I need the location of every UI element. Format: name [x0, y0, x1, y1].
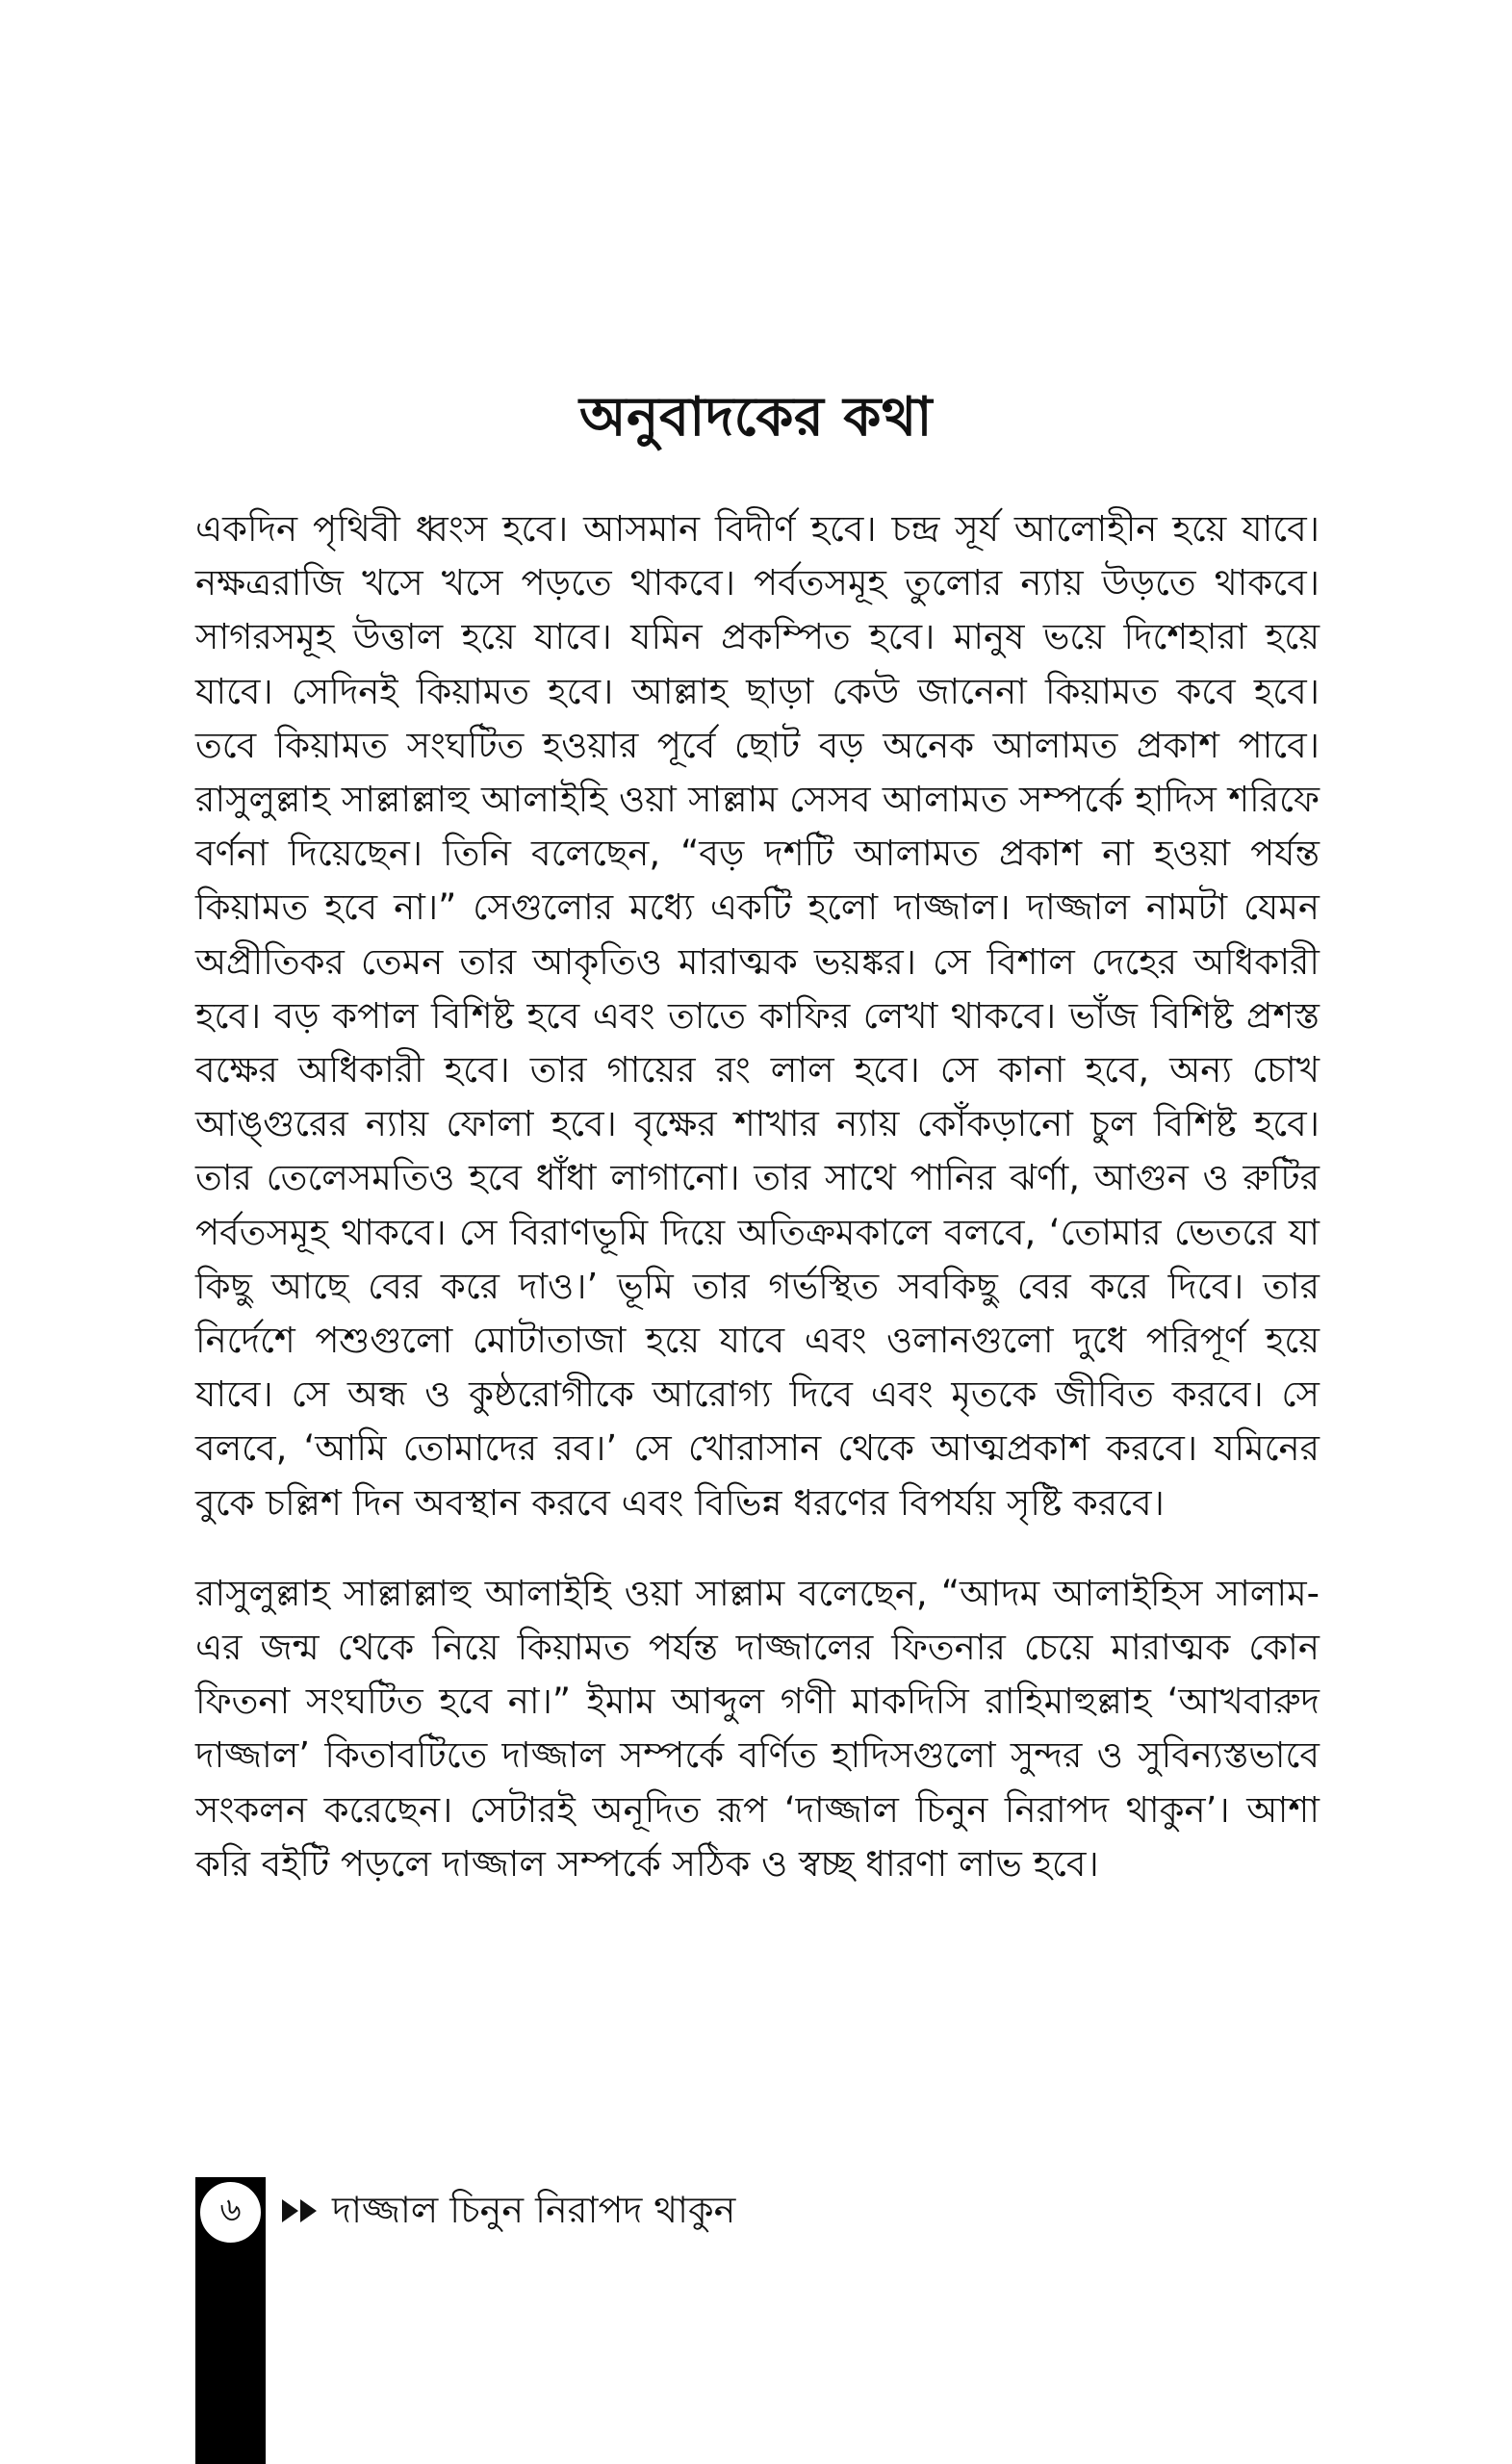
page-number: ৬	[195, 2177, 266, 2247]
paragraph-2: রাসুলুল্লাহ সাল্লাল্লাহু আলাইহি ওয়া সাল্লাম বলেছেন, “আদম আলাইহিস সালাম- এর জন্ম থেকে নিয়ে কিয়ামত পর্যন্ত দাজ্জালের ফিতনার চেয়ে মারাত্মক কোন ফিতনা সংঘটিত হবে না।” ইমাম আব্দুল গণী মাকদিসি রাহিমাহুল্লাহ ‘আখবারুদ দাজ্জাল’ কিতাবটিতে দাজ্জাল সম্পর্কে বর্ণিত হাদিসগুলো সুন্দর ও সুবিন্যস্তভাবে সংকলন করেছেন। সেটারই অনূদিত রূপ ‘দাজ্জাল চিনুন নিরাপদ থাকুন’। আশা করি বইটি পড়লে দাজ্জাল সম্পর্কে সঠিক ও স্বচ্ছ ধারণা লাভ হবে।	[195, 1572, 1320, 1885]
page-title: অনুবাদকের কথা	[579, 386, 933, 449]
running-title: দাজ্জাল চিনুন নিরাপদ থাকুন	[332, 2189, 736, 2231]
double-triangle-right-icon	[282, 2196, 320, 2225]
body-text	[195, 502, 1320, 1928]
paragraph-1: একদিন পৃথিবী ধ্বংস হবে। আসমান বিদীর্ণ হবে। চন্দ্র সূর্য আলোহীন হয়ে যাবে। নক্ষত্ররাজি খসে খসে পড়তে থাকবে। পর্বতসমূহ তুলোর ন্যায় উড়তে থাকবে। সাগরসমূহ উত্তাল হয়ে যাবে। যমিন প্রকম্পিত হবে। মানুষ ভয়ে দিশেহারা হয়ে যাবে। সেদিনই কিয়ামত হবে। আল্লাহ ছাড়া কেউ জানেনা কিয়ামত কবে হবে। তবে কিয়ামত সংঘটিত হওয়ার পূর্বে ছোট বড় অনেক আলামত প্রকাশ পাবে। রাসুলুল্লাহ সাল্লাল্লাহু আলাইহি ওয়া সাল্লাম সেসব আলামত সম্পর্কে হাদিস শরিফে বর্ণনা দিয়েছেন। তিনি বলেছেন, “বড় দশটি আলামত প্রকাশ না হওয়া পর্যন্ত কিয়ামত হবে না।” সেগুলোর মধ্যে একটি হলো দাজ্জাল। দাজ্জাল নামটা যেমন অপ্রীতিকর তেমন তার আকৃতিও মারাত্মক ভয়ঙ্কর। সে বিশাল দেহের অধিকারী হবে। বড় কপাল বিশিষ্ট হবে এবং তাতে কাফির লেখা থাকবে। ভাঁজ বিশিষ্ট প্রশস্ত বক্ষের অধিকারী হবে। তার গায়ের রং লাল হবে। সে কানা হবে, অন্য চোখ আঙ্গুরের ন্যায় ফোলা হবে। বৃক্ষের শাখার ন্যায় কোঁকড়ানো চুল বিশিষ্ট হবে। তার তেলেসমতিও হবে ধাঁধা লাগানো। তার সাথে পানির ঝর্ণা, আগুন ও রুটির পর্বতসমূহ থাকবে। সে বিরাণভূমি দিয়ে অতিক্রমকালে বলবে, ‘তোমার ভেতরে যা কিছু আছে বের করে দাও।’ ভূমি তার গর্ভস্থিত সবকিছু বের করে দিবে। তার নির্দেশে পশুগুলো মোটাতাজা হয়ে যাবে এবং ওলানগুলো দুধে পরিপূর্ণ হয়ে যাবে। সে অন্ধ ও কুষ্ঠরোগীকে আরোগ্য দিবে এবং মৃতকে জীবিত করবে। সে বলবে, ‘আমি তোমাদের রব।’ সে খোরাসান থেকে আত্মপ্রকাশ করবে। যমিনের বুকে চল্লিশ দিন অবস্থান করবে এবং বিভিন্ন ধরণের বিপর্যয় সৃষ্টি করবে।	[195, 508, 1320, 1524]
